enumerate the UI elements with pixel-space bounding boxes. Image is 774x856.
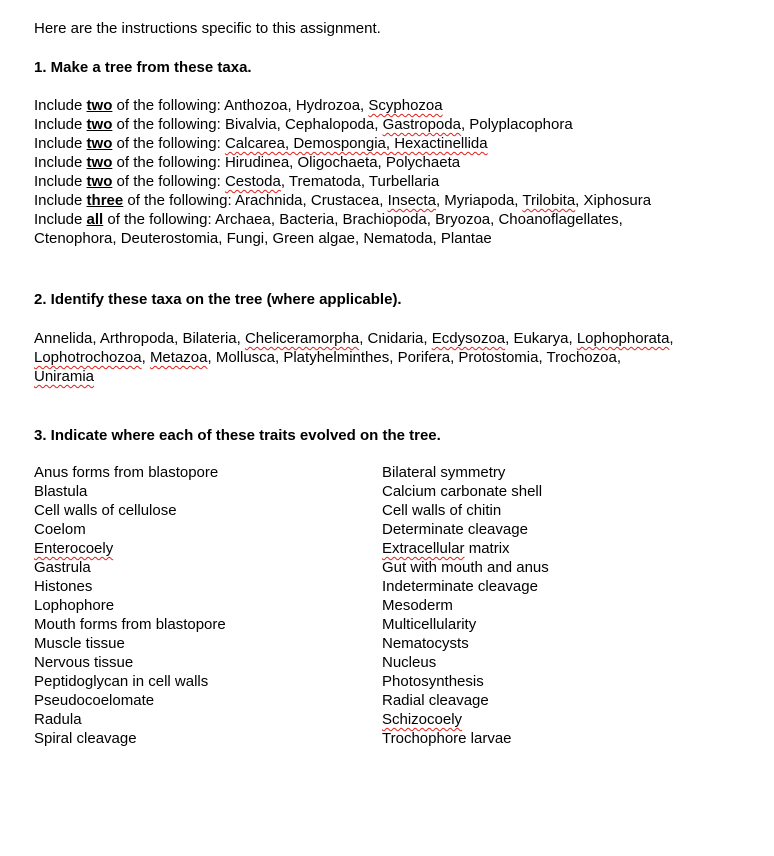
trait-item: Calcium carbonate shell [382, 483, 543, 500]
traits-column-left [34, 463, 226, 748]
taxa-line-8: Ctenophora, Deuterostomia, Fungi, Green algae, Nematoda, Plantae [34, 230, 492, 247]
trait-item: Multicellularity [382, 616, 477, 633]
taxa-line-2: Include two of the following: Bivalvia, Cephalopoda, Gastropoda, Polyplacophora [34, 116, 573, 133]
trait-item: Radial cleavage [382, 692, 489, 709]
trait-item: Bilateral symmetry [382, 464, 506, 481]
trait-item: Mouth forms from blastopore [34, 616, 226, 633]
trait-item: Lophophore [34, 597, 115, 614]
trait-item: Determinate cleavage [382, 521, 528, 538]
intro-text: Here are the instructions specific to this assignment. [34, 20, 381, 37]
trait-item: Histones [34, 578, 93, 595]
identify-line-2: Lophotrochozoa, Metazoa, Mollusca, Platyhelminthes, Porifera, Protostomia, Trochozoa, [34, 349, 621, 366]
taxa-line-1: Include two of the following: Anthozoa, Hydrozoa, Scyphozoa [34, 97, 443, 114]
traits-column-right [382, 463, 549, 748]
trait-item: Nervous tissue [34, 654, 134, 671]
taxa-line-5: Include two of the following: Cestoda, Trematoda, Turbellaria [34, 173, 440, 190]
trait-item: Pseudocoelomate [34, 692, 155, 709]
trait-item: Gut with mouth and anus [382, 559, 549, 576]
trait-item: Mesoderm [382, 597, 453, 614]
taxa-line-7: Include all of the following: Archaea, Bacteria, Brachiopoda, Bryozoa, Choanoflagellates, [34, 211, 623, 228]
trait-item: Radula [34, 711, 82, 728]
taxa-line-4: Include two of the following: Hirudinea, Oligochaeta, Polychaeta [34, 154, 461, 171]
section-1-taxa-list [34, 96, 651, 248]
trait-item: Cell walls of chitin [382, 502, 502, 519]
taxa-line-3: Include two of the following: Calcarea, Demospongia, Hexactinellida [34, 135, 488, 152]
trait-item: Nematocysts [382, 635, 469, 652]
trait-item: Nucleus [382, 654, 437, 671]
taxa-line-6: Include three of the following: Arachnida, Crustacea, Insecta, Myriapoda, Trilobita, Xiphosura [34, 192, 652, 209]
trait-item: Coelom [34, 521, 86, 538]
trait-item: Spiral cleavage [34, 730, 137, 747]
section-3-heading: 3. Indicate where each of these traits evolved on the tree. [34, 427, 441, 444]
trait-item: Peptidoglycan in cell walls [34, 673, 209, 690]
trait-item: Enterocoely [34, 540, 114, 557]
trait-item: Trochophore larvae [382, 730, 512, 747]
trait-item: Indeterminate cleavage [382, 578, 538, 595]
trait-item: Photosynthesis [382, 673, 484, 690]
trait-item: Muscle tissue [34, 635, 125, 652]
section-1-heading: 1. Make a tree from these taxa. [34, 59, 252, 76]
section-2-taxa-list [34, 329, 674, 386]
trait-item: Blastula [34, 483, 88, 500]
trait-item: Extracellular matrix [382, 540, 510, 557]
trait-item: Schizocoely [382, 711, 463, 728]
trait-item: Anus forms from blastopore [34, 464, 219, 481]
trait-item: Cell walls of cellulose [34, 502, 177, 519]
identify-line-1: Annelida, Arthropoda, Bilateria, Cheliceramorpha, Cnidaria, Ecdysozoa, Eukarya, Lophophorata, [34, 330, 674, 347]
identify-line-3: Uniramia [34, 368, 95, 385]
trait-item: Gastrula [34, 559, 91, 576]
section-2-heading: 2. Identify these taxa on the tree (where applicable). [34, 291, 402, 308]
